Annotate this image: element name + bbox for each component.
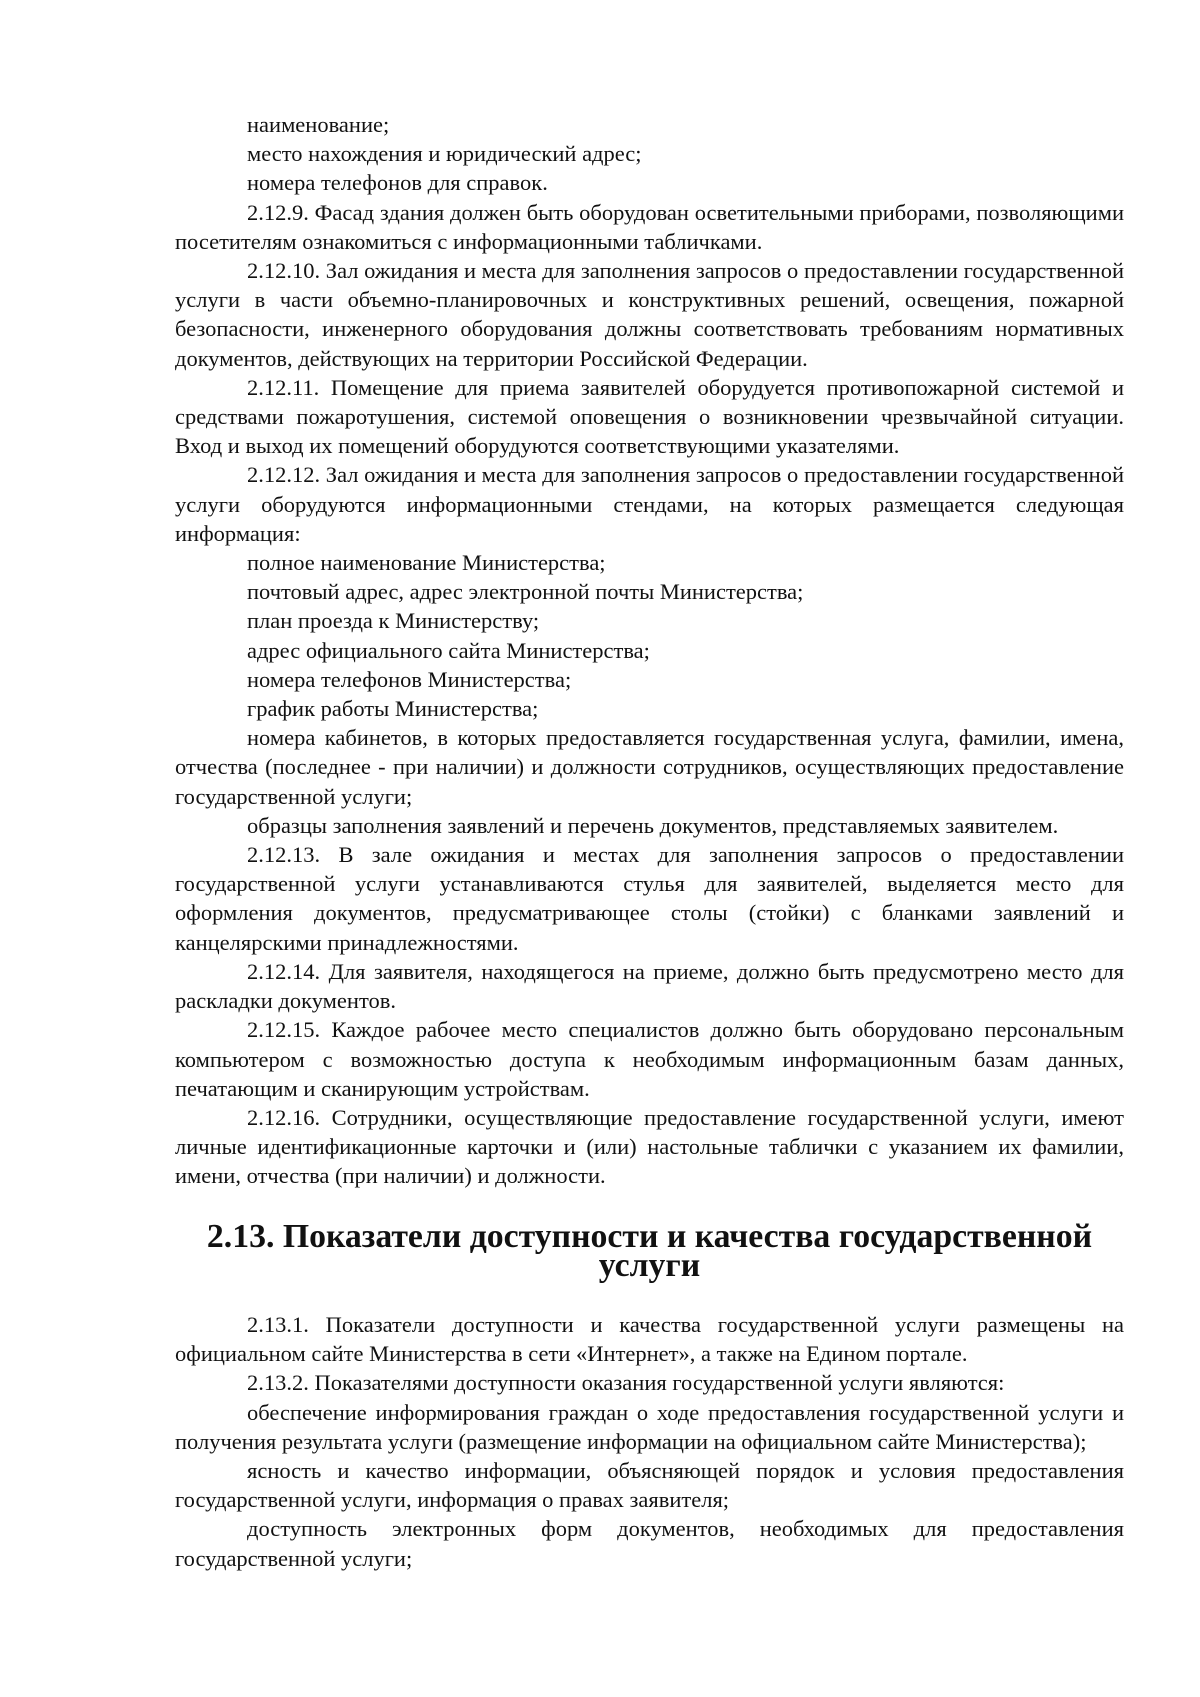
list-item: почтовый адрес, адрес электронной почты Министерства;: [247, 579, 804, 605]
paragraph: место нахождения и юридический адрес;: [247, 141, 642, 167]
paragraph: 2.12.9. Фасад здания должен быть оборудован осветительными приборами, позволяющими посетителям ознакомиться с информационными табличками.: [175, 199, 1124, 254]
paragraph: 2.12.11. Помещение для приема заявителей оборудуется противопожарной системой и средствами пожаротушения, системой оповещения о возникновении чрезвычайной ситуации. Вход и выход их помещений оборудуются соответствующими указателями.: [175, 374, 1124, 459]
paragraph: номера телефонов для справок.: [247, 170, 548, 196]
paragraph: 2.12.16. Сотрудники, осуществляющие предоставление государственной услуги, имеют личные идентификационные карточки и (или) настольные таблички с указанием их фамилии, имени, отчества (при наличии) и должности.: [175, 1104, 1124, 1189]
list-item: образцы заполнения заявлений и перечень документов, представляемых заявителем.: [247, 812, 1059, 838]
paragraph: 2.12.14. Для заявителя, находящегося на приеме, должно быть предусмотрено место для раскладки документов.: [175, 958, 1124, 1014]
paragraph: 2.12.13. В зале ожидания и местах для заполнения запросов о предоставлении государственной услуги устанавливаются стулья для заявителей, выделяется место для оформления документов, предусматривающее столы (стойки) с бланками заявлений и канцелярскими принадлежностями.: [175, 842, 1124, 955]
paragraph: 2.13.1. Показатели доступности и качества государственной услуги размещены на официальном сайте Министерства в сети «Интернет», а также на Едином портале.: [175, 1311, 1124, 1367]
list-item: обеспечение информирования граждан о ходе предоставления государственной услуги и получения результата услуги (размещение информации на официальном сайте Министерства);: [175, 1399, 1124, 1454]
list-item: график работы Министерства;: [247, 696, 539, 722]
list-item: номера телефонов Министерства;: [247, 666, 572, 692]
paragraph: 2.13.2. Показателями доступности оказания государственной услуги являются:: [247, 1370, 1005, 1396]
paragraphs-bottom: [175, 1310, 1124, 1573]
list-item: номера кабинетов, в которых предоставляется государственная услуга, фамилии, имена, отчества (последнее - при наличии) и должности сотрудников, осуществляющих предоставление государственной услуги;: [175, 725, 1124, 809]
section-heading: 2.13. Показатели доступности и качества государственной услуги: [206, 1217, 1093, 1284]
paragraph: 2.12.15. Каждое рабочее место специалистов должно быть оборудовано персональным компьютером с возможностью доступа к необходимым информационным базам данных, печатающим и сканирующим устройствам.: [175, 1017, 1124, 1101]
list-item: план проезда к Министерству;: [247, 608, 540, 634]
list-item: полное наименование Министерства;: [247, 550, 606, 576]
paragraphs-top: [175, 110, 1124, 1191]
list-item: ясность и качество информации, объясняющей порядок и условия предоставления государственной услуги, информация о правах заявителя;: [175, 1457, 1124, 1513]
list-item: адрес официального сайта Министерства;: [247, 637, 650, 663]
document-page: [175, 110, 1124, 1573]
paragraph: 2.12.10. Зал ожидания и места для заполнения запросов о предоставлении государственной услуги в части объемно-планировочных и конструктивных решений, освещения, пожарной безопасности, инженерного оборудования должны соответствовать требованиям нормативных документов, действующих на территории Российской Федерации.: [175, 258, 1124, 371]
list-item: доступность электронных форм документов, необходимых для предоставления государственной услуги;: [175, 1516, 1124, 1571]
paragraph: 2.12.12. Зал ожидания и места для заполнения запросов о предоставлении государственной услуги оборудуются информационными стендами, на которых размещается следующая информация:: [175, 462, 1124, 546]
paragraph: наименование;: [247, 112, 390, 137]
